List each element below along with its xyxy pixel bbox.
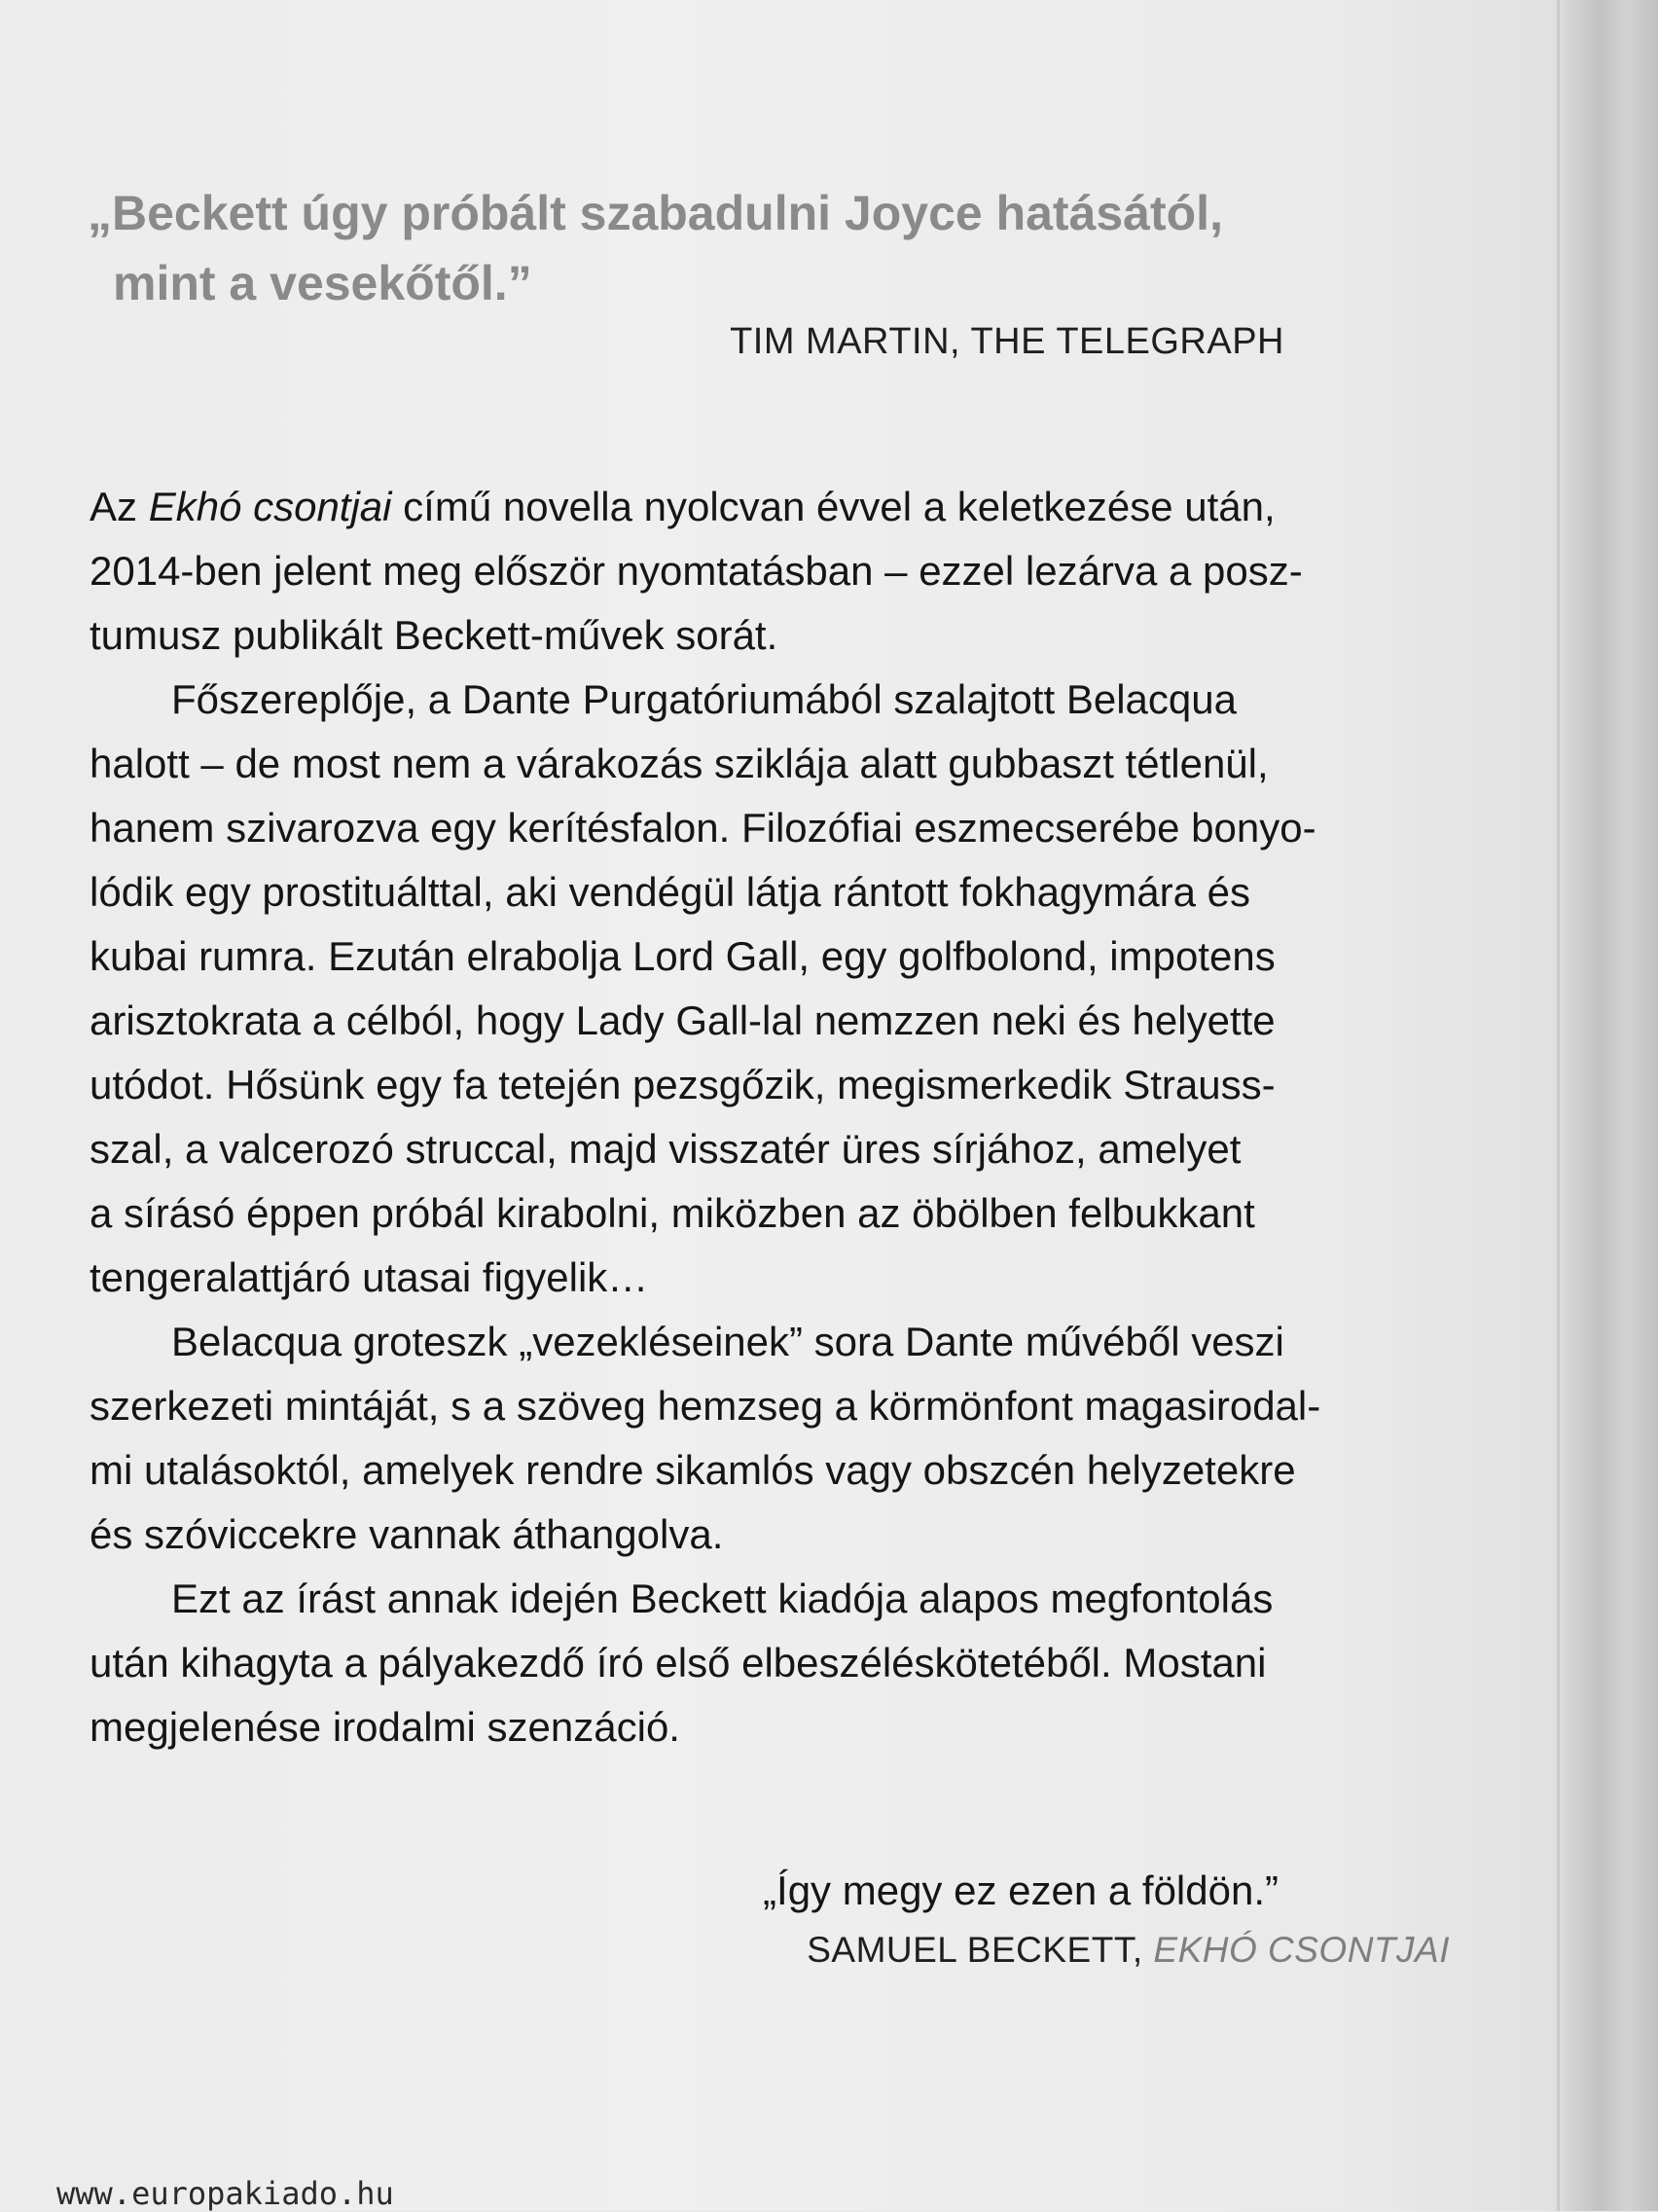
blurb-line: tengeralattjáró utasai figyelik… [90,1254,649,1300]
blurb-line: Főszereplője, a Dante Purgatóriumából szalajtott Belacqua [171,676,1237,722]
top-quote-line-2: mint a vesekőtől.” [113,256,532,310]
blurb-line [90,475,1452,539]
blurb-line: mi utalásoktól, amelyek rendre sikamlós vagy obszcén helyzetekre [90,1447,1296,1493]
blurb-line: megjelenése irodalmi szenzáció. [90,1704,680,1750]
line-text: Az [90,484,149,529]
blurb-line: halott – de most nem a várakozás sziklája alatt gubbaszt tétlenül, [90,741,1269,786]
blurb-line: 2014-ben jelent meg először nyomtatásban – ezzel lezárva a posz- [90,548,1303,594]
blurb-paragraph-1 [90,475,1452,668]
blurb-line: arisztokrata a célból, hogy Lady Gall-lal nemzzen neki és helyette [90,997,1276,1043]
blurb-line: utódot. Hősünk egy fa tetején pezsgőzik, megismerkedik Strauss- [90,1062,1276,1107]
bottom-quote-work-title: EKHÓ CSONTJAI [1153,1930,1450,1970]
blurb-line: és szóviccekre vannak áthangolva. [90,1511,724,1557]
blurb-line: hanem szivarozva egy kerítésfalon. Filozófiai eszmecserébe bonyo- [90,805,1316,851]
blurb-line: lódik egy prostituálttal, aki vendégül látja rántott fokhagymára és [90,869,1251,915]
blurb-line: kubai rumra. Ezután elrabolja Lord Gall, egy golfbolond, impotens [90,933,1276,979]
book-spine-shadow [1553,0,1658,2211]
book-spine-edge [1557,0,1560,2211]
publisher-url: www.europakiado.hu [56,2175,394,2212]
book-title-italic: Ekhó csontjai [148,484,392,529]
blurb-line: szal, a valcerozó struccal, majd visszatér üres sírjához, amelyet [90,1126,1242,1172]
blurb-body [90,475,1452,1759]
blurb-paragraph-4 [90,1567,1452,1759]
blurb-line: tumusz publikált Beckett-művek sorát. [90,612,778,658]
blurb-paragraph-3 [90,1310,1452,1567]
blurb-paragraph-2 [90,668,1452,1310]
bottom-quote: „Így megy ez ezen a földön.” [763,1868,1279,1913]
line-text: című novella nyolcvan évvel a keletkezése után, [391,484,1276,529]
blurb-line: után kihagyta a pályakezdő író első elbeszéléskötetéből. Mostani [90,1640,1267,1686]
top-quote-line-1: „Beckett úgy próbált szabadulni Joyce hatásától, [88,186,1223,240]
top-quote-attribution: TIM MARTIN, THE TELEGRAPH [730,321,1284,362]
bottom-quote-attribution [584,1925,1450,1976]
blurb-line: a sírásó éppen próbál kirabolni, miközben az öbölben felbukkant [90,1190,1255,1236]
blurb-line: Belacqua groteszk „vezekléseinek” sora Dante művéből veszi [171,1319,1284,1364]
bottom-quote-author: SAMUEL BECKETT, [807,1930,1154,1970]
top-quote [88,178,1314,318]
blurb-line: szerkezeti mintáját, s a szöveg hemzseg a körmönfont magasirodal- [90,1383,1321,1429]
blurb-line: Ezt az írást annak idején Beckett kiadója alapos megfontolás [171,1576,1274,1621]
